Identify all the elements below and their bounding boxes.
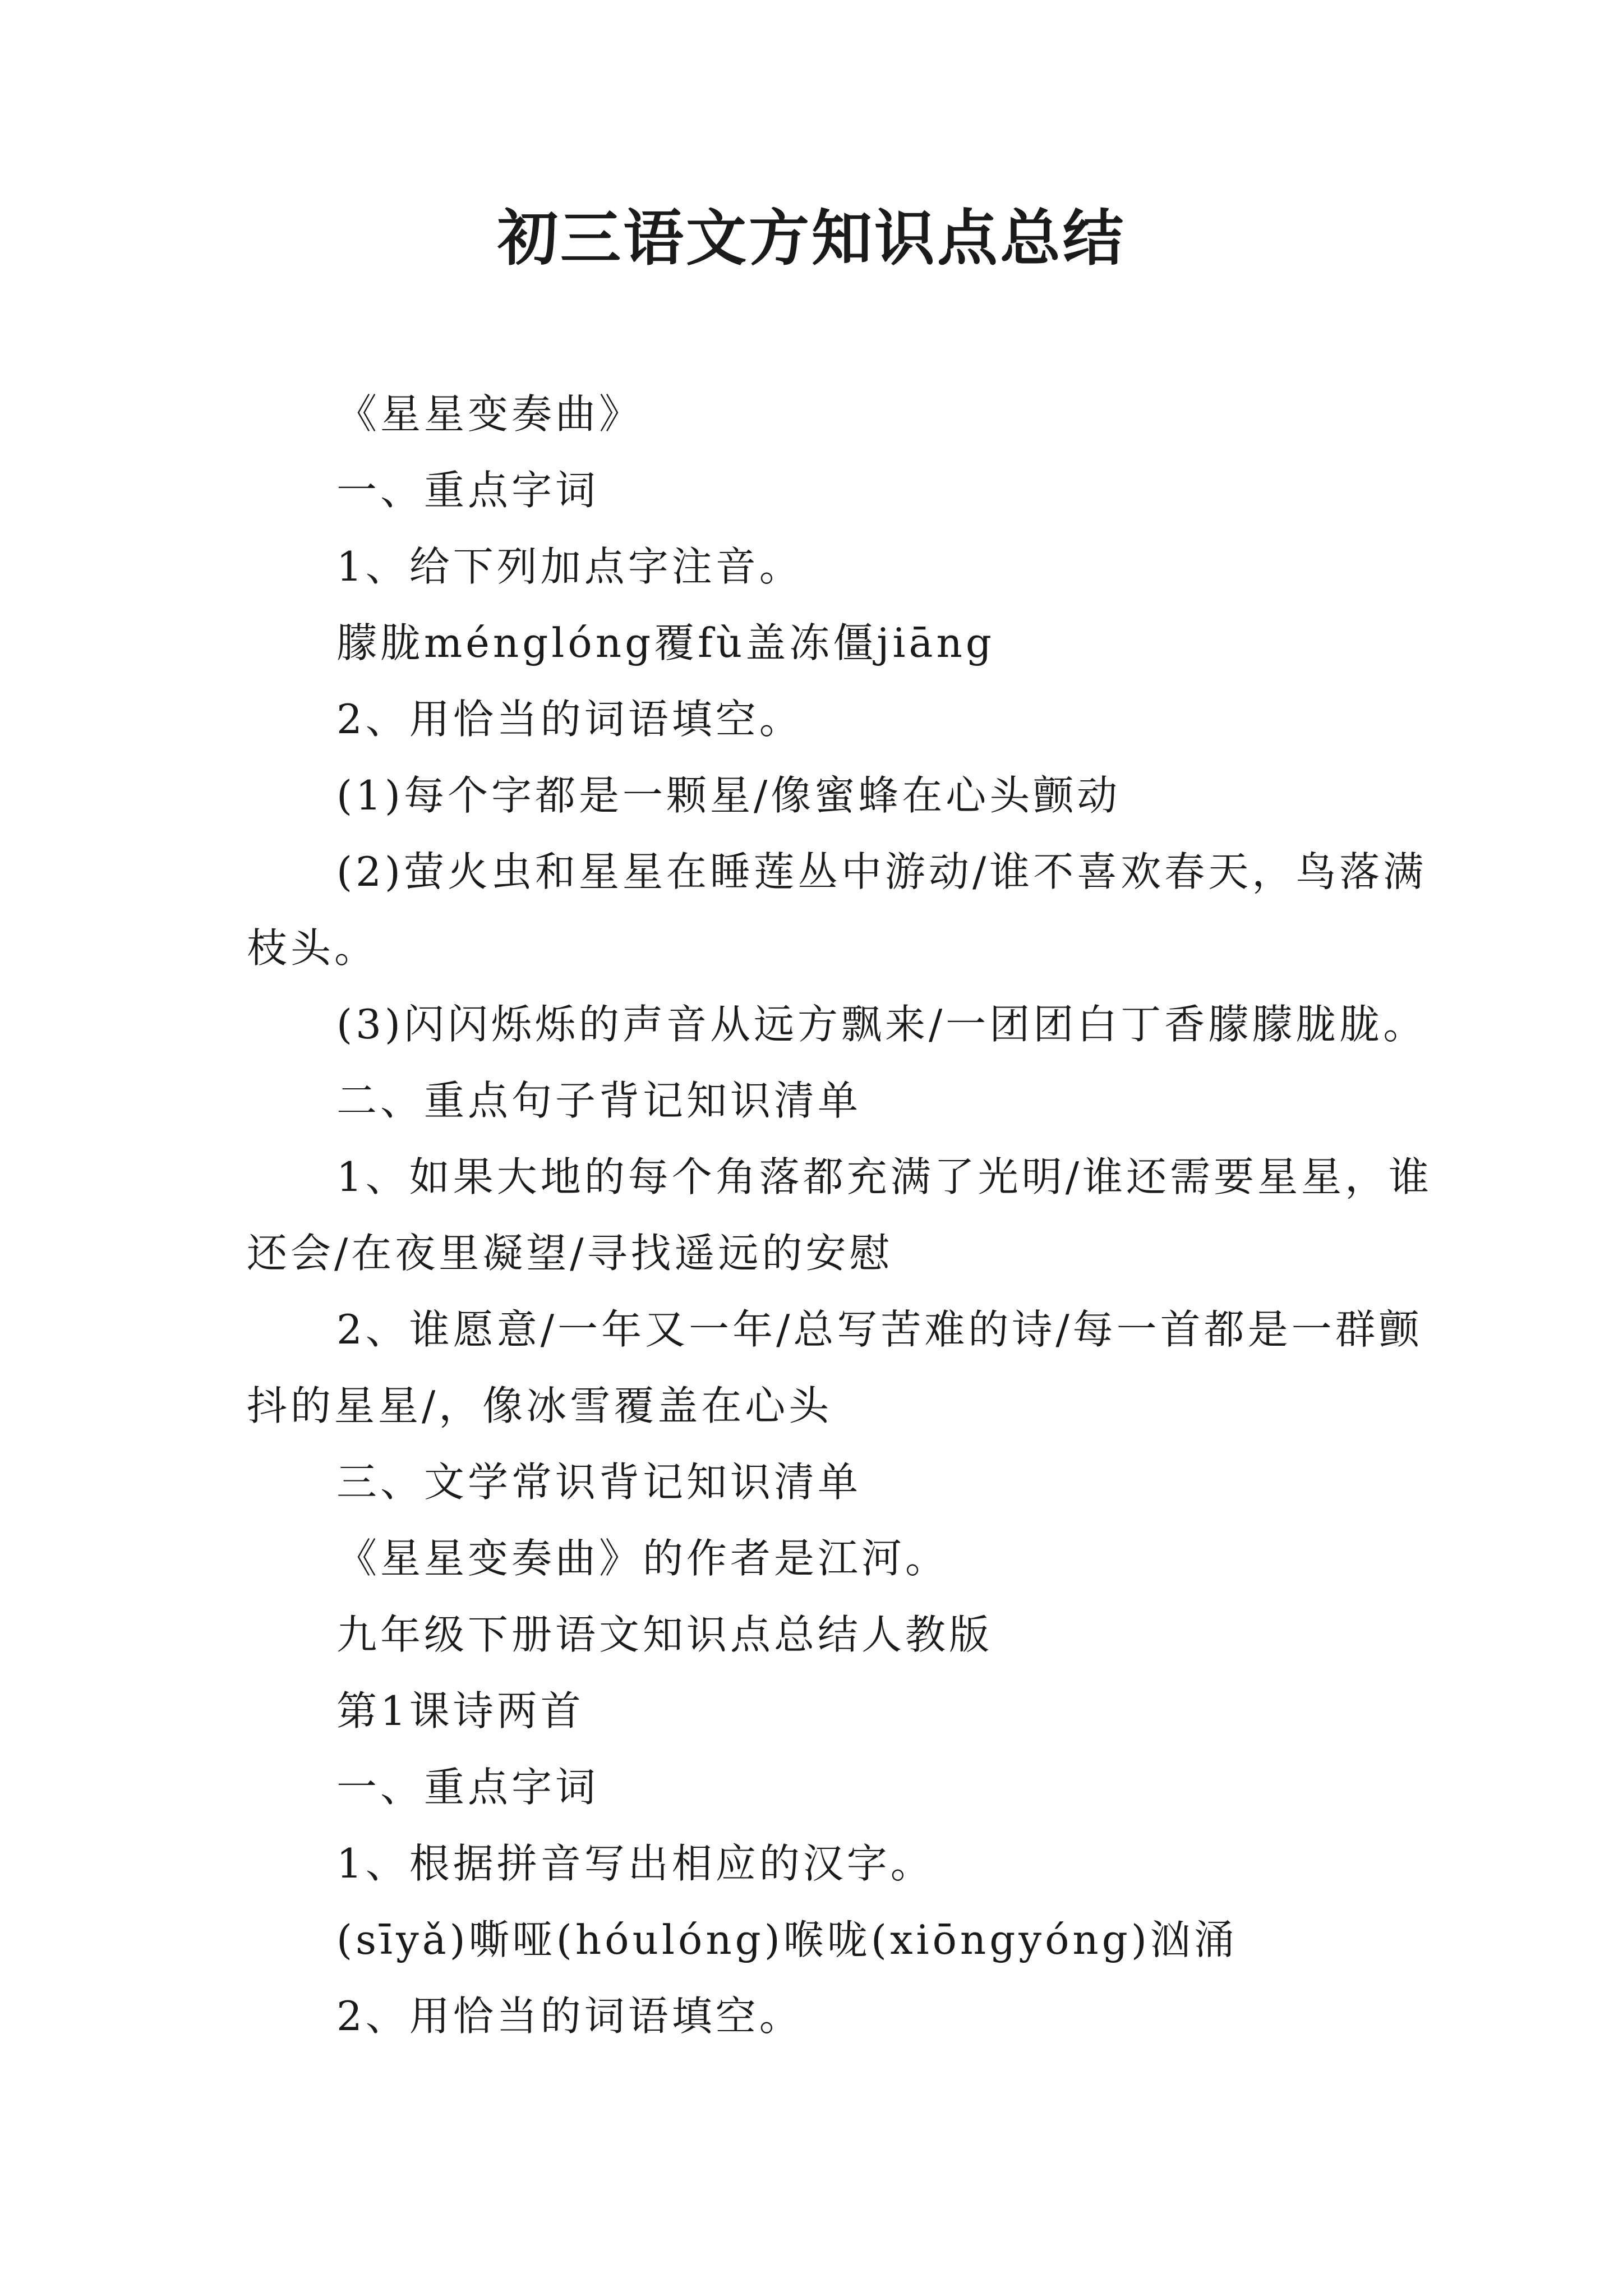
section-heading-key-sentences: 二、重点句子背记知识清单 bbox=[336, 1077, 862, 1124]
document-body bbox=[247, 376, 1441, 2054]
paragraph-exercise-1: 1、给下列加点字注音。 bbox=[336, 543, 803, 590]
paragraph-pinyin-words: (sīyǎ)嘶哑(hóulóng)喉咙(xiōngyóng)汹涌 bbox=[336, 1916, 1238, 1963]
paragraph-author: 《星星变奏曲》的作者是江河。 bbox=[336, 1535, 949, 1582]
document-title: 初三语文方知识点总结 bbox=[497, 203, 1126, 274]
paragraph-sentence-1: 1、如果大地的每个角落都充满了光明/谁还需要星星，谁还会/在夜里凝望/寻找遥远的安慰 bbox=[247, 1153, 1433, 1277]
section-heading-literature: 三、文学常识背记知识清单 bbox=[336, 1458, 862, 1506]
paragraph-poem-title: 《星星变奏曲》 bbox=[336, 390, 643, 438]
section-heading-key-words-2: 一、重点字词 bbox=[336, 1764, 600, 1811]
paragraph-exercise-2: 2、用恰当的词语填空。 bbox=[336, 696, 803, 743]
paragraph-pinyin-answers: 朦胧ménglóng覆fù盖冻僵jiāng bbox=[336, 619, 995, 666]
paragraph-sentence-2: 2、谁愿意/一年又一年/总写苦难的诗/每一首都是一群颤抖的星星/，像冰雪覆盖在心头 bbox=[247, 1306, 1423, 1429]
paragraph-answer-1: (1)每个字都是一颗星/像蜜蜂在心头颤动 bbox=[336, 772, 1121, 819]
paragraph-subtitle: 九年级下册语文知识点总结人教版 bbox=[336, 1611, 993, 1658]
paragraph-answer-3: (3)闪闪烁烁的声音从远方飘来/一团团白丁香朦朦胧胧。 bbox=[336, 1001, 1427, 1048]
section-heading-key-words: 一、重点字词 bbox=[336, 467, 600, 514]
paragraph-exercise-fill: 2、用恰当的词语填空。 bbox=[336, 1993, 803, 2040]
paragraph-lesson-1: 第1课诗两首 bbox=[336, 1687, 584, 1734]
paragraph-exercise-pinyin: 1、根据拼音写出相应的汉字。 bbox=[336, 1840, 934, 1887]
paragraph-answer-2: (2)萤火虫和星星在睡莲丛中游动/谁不喜欢春天，鸟落满枝头。 bbox=[247, 848, 1427, 972]
